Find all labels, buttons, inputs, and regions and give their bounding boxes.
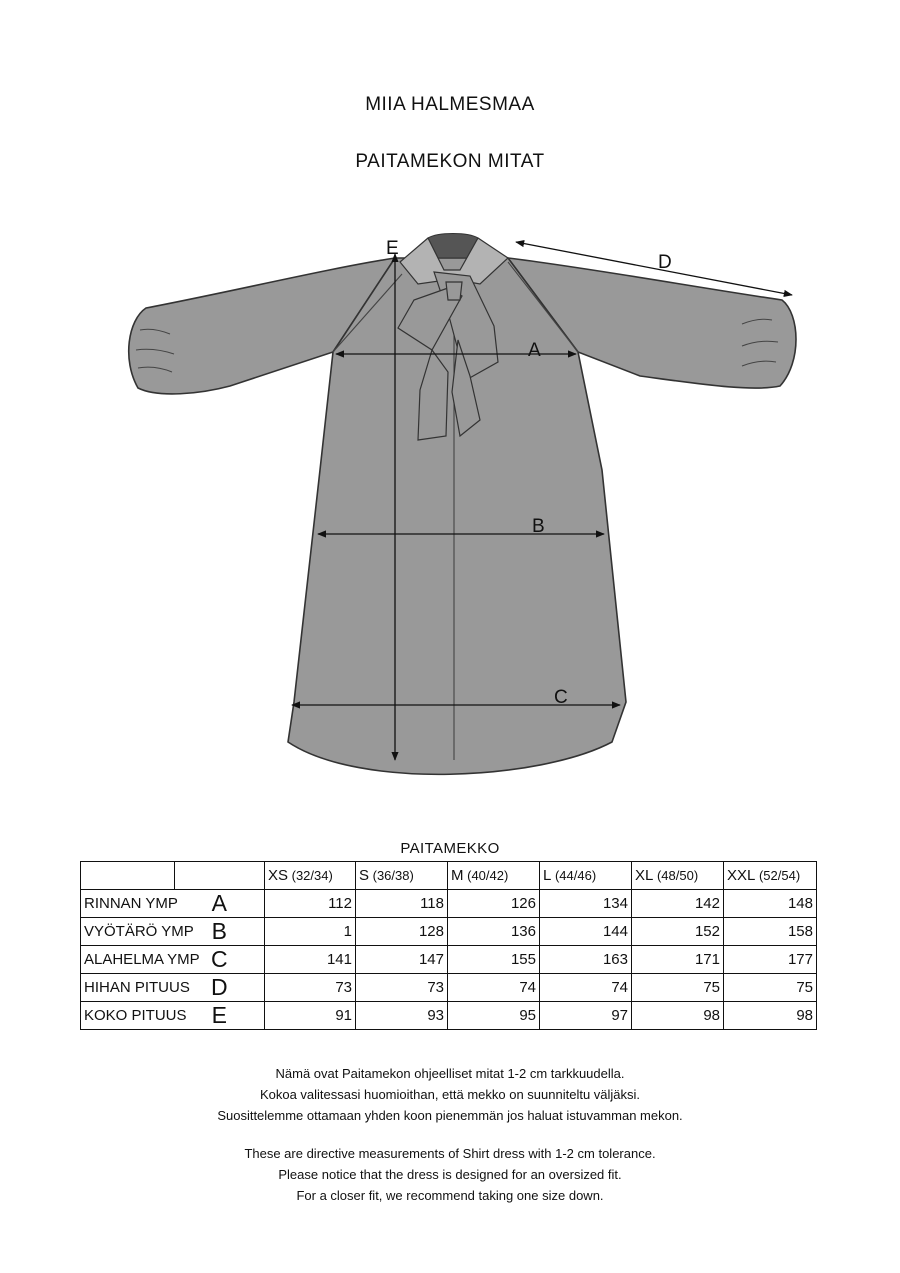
table-cell: 95 xyxy=(448,1002,540,1030)
table-cell: 142 xyxy=(632,890,724,918)
size-table xyxy=(80,861,817,1030)
table-title: PAITAMEKKO xyxy=(400,840,500,857)
size-header: XL (48/50) xyxy=(632,862,724,890)
table-cell: 147 xyxy=(356,946,448,974)
size-header: XXL (52/54) xyxy=(724,862,817,890)
table-cell: 126 xyxy=(448,890,540,918)
table-cell: 75 xyxy=(724,974,817,1002)
note-line: Nämä ovat Paitamekon ohjeelliset mitat 1-2 cm tarkkuudella. xyxy=(275,1066,625,1081)
table-cell: 98 xyxy=(724,1002,817,1030)
row-letter: E xyxy=(175,1002,265,1030)
table-cell: 74 xyxy=(540,974,632,1002)
table-row xyxy=(81,890,817,918)
size-header: L (44/46) xyxy=(540,862,632,890)
row-label: KOKO PITUUS xyxy=(81,1002,175,1030)
header-empty xyxy=(81,862,175,890)
row-letter: A xyxy=(175,890,265,918)
row-label: RINNAN YMP xyxy=(81,890,175,918)
table-header-row xyxy=(81,862,817,890)
table-cell: 98 xyxy=(632,1002,724,1030)
table-cell: 163 xyxy=(540,946,632,974)
table-cell: 136 xyxy=(448,918,540,946)
table-cell: 74 xyxy=(448,974,540,1002)
measure-label-e: E xyxy=(386,238,399,259)
table-cell: 152 xyxy=(632,918,724,946)
table-cell: 144 xyxy=(540,918,632,946)
table-cell: 75 xyxy=(632,974,724,1002)
measure-label-d: D xyxy=(658,252,672,273)
note-english xyxy=(0,1143,900,1206)
table-cell: 112 xyxy=(265,890,356,918)
table-cell: 158 xyxy=(724,918,817,946)
measure-label-a: A xyxy=(528,340,541,361)
table-cell: 148 xyxy=(724,890,817,918)
size-header: XS (32/34) xyxy=(265,862,356,890)
note-line: Kokoa valitessasi huomioithan, että mekko on suunniteltu väljäksi. xyxy=(259,1087,641,1102)
table-cell: 134 xyxy=(540,890,632,918)
table-cell: 118 xyxy=(356,890,448,918)
table-cell: 171 xyxy=(632,946,724,974)
measure-label-c: C xyxy=(554,687,568,708)
note-line: Please notice that the dress is designed for an oversized fit. xyxy=(278,1167,622,1182)
row-label: ALAHELMA YMP xyxy=(81,946,175,974)
table-cell: 155 xyxy=(448,946,540,974)
table-row xyxy=(81,1002,817,1030)
note-line: These are directive measurements of Shirt dress with 1-2 cm tolerance. xyxy=(244,1146,656,1161)
row-letter: B xyxy=(175,918,265,946)
table-cell: 97 xyxy=(540,1002,632,1030)
row-letter: D xyxy=(175,974,265,1002)
table-cell: 73 xyxy=(265,974,356,1002)
note-line: For a closer fit, we recommend taking one size down. xyxy=(296,1188,604,1203)
table-row xyxy=(81,946,817,974)
table-cell: 91 xyxy=(265,1002,356,1030)
table-row xyxy=(81,918,817,946)
table-cell: 93 xyxy=(356,1002,448,1030)
row-label: VYÖTÄRÖ YMP xyxy=(81,918,175,946)
table-cell: 1 xyxy=(265,918,356,946)
table-cell: 141 xyxy=(265,946,356,974)
note-finnish xyxy=(0,1063,900,1126)
size-header: M (40/42) xyxy=(448,862,540,890)
table-cell: 73 xyxy=(356,974,448,1002)
table-cell: 177 xyxy=(724,946,817,974)
size-header: S (36/38) xyxy=(356,862,448,890)
note-line: Suosittelemme ottamaan yhden koon pienemmän jos haluat istuvamman mekon. xyxy=(217,1108,683,1123)
brand-name: MIIA HALMESMAA xyxy=(365,94,535,115)
table-row xyxy=(81,974,817,1002)
table-cell: 128 xyxy=(356,918,448,946)
row-label: HIHAN PITUUS xyxy=(81,974,175,1002)
measure-label-b: B xyxy=(532,516,545,537)
header-letter-empty xyxy=(175,862,265,890)
page-title: PAITAMEKON MITAT xyxy=(355,151,545,172)
row-letter: C xyxy=(175,946,265,974)
